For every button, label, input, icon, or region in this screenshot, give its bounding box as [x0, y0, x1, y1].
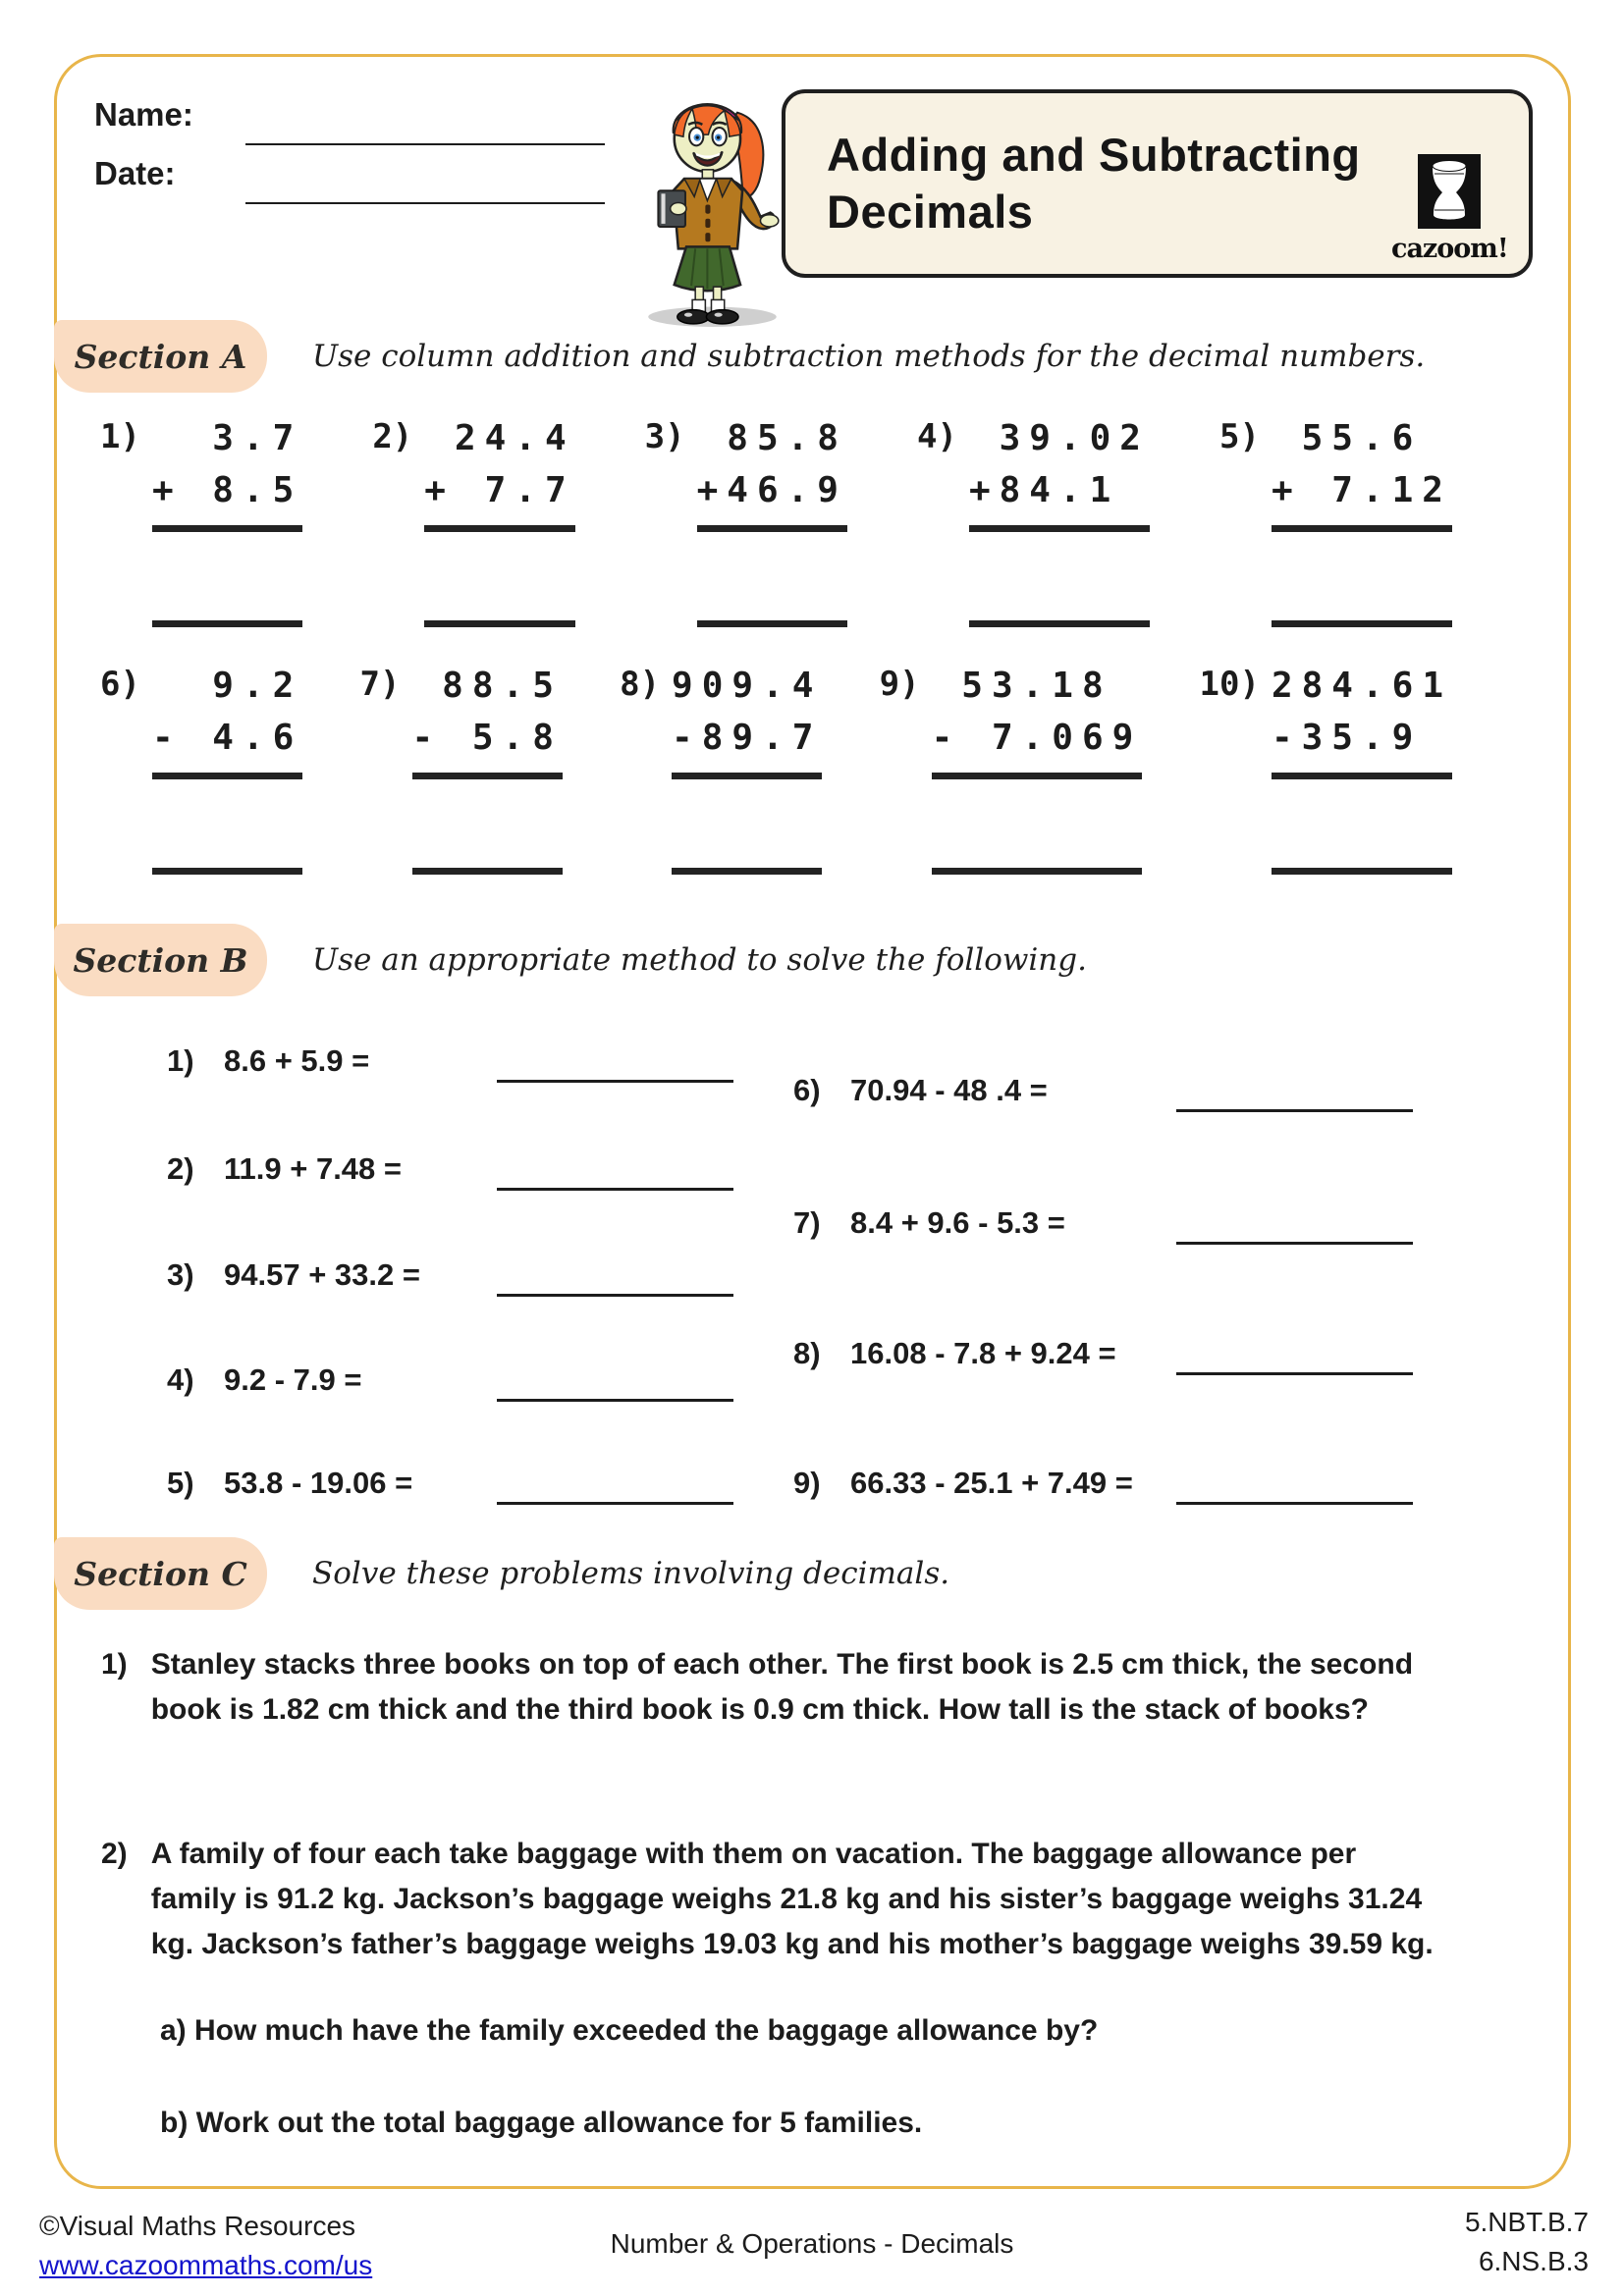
- answer-line: [412, 868, 563, 875]
- footer-standards: [1465, 2203, 1589, 2281]
- section-b-header: [54, 924, 1558, 996]
- problem-number: 7): [793, 1205, 821, 1240]
- operands: 9.2 - 4.6: [151, 666, 303, 758]
- problem-number: 8): [620, 665, 661, 704]
- answer-line: [1176, 1109, 1413, 1112]
- section-b-problems: [57, 1034, 1568, 1583]
- section-b-label: Section B: [54, 924, 267, 996]
- answer-line: [152, 620, 302, 627]
- operands: 284.61 -35.9: [1271, 666, 1452, 758]
- problem-number: 6): [100, 665, 140, 704]
- problem-number: 7): [359, 665, 401, 704]
- b-problem-3: [167, 1257, 420, 1293]
- date-write-line: [245, 202, 605, 204]
- answer-line: [497, 1502, 733, 1505]
- answer-line: [672, 868, 822, 875]
- expression: 9.2 - 7.9 =: [224, 1362, 362, 1397]
- problem-number: 4): [916, 417, 957, 456]
- b-problem-8: [793, 1336, 1116, 1371]
- column-work: [152, 660, 302, 875]
- problem-number: 1): [100, 417, 140, 456]
- b-problem-2: [167, 1151, 402, 1187]
- title-line-1: Adding and Subtracting: [827, 129, 1361, 181]
- column-problem-6: [100, 660, 302, 875]
- answer-line: [1176, 1502, 1413, 1505]
- column-work: [932, 660, 1143, 875]
- sum-line: [412, 773, 563, 779]
- column-work: [697, 412, 847, 627]
- column-problem-8: [620, 660, 822, 875]
- operands: 24.4 + 7.7: [424, 418, 575, 510]
- sum-line: [152, 773, 302, 779]
- problem-number: 10): [1199, 665, 1260, 704]
- problem-number: 2): [372, 417, 413, 456]
- expression: 53.8 - 19.06 =: [224, 1466, 413, 1500]
- operands: 53.18 - 7.069: [931, 666, 1143, 758]
- section-a-header: [54, 320, 1558, 393]
- problem-number: 9): [793, 1466, 821, 1500]
- operands: 909.4 -89.7: [672, 666, 823, 758]
- operands: 88.5 - 5.8: [411, 666, 563, 758]
- sum-line: [932, 773, 1143, 779]
- column-problem-2: [372, 412, 574, 627]
- sum-line: [672, 773, 822, 779]
- expression: 8.4 + 9.6 - 5.3 =: [850, 1205, 1065, 1240]
- c-problem-2b: b) Work out the total baggage allowance for 5 families.: [160, 2107, 923, 2139]
- answer-line: [1176, 1242, 1413, 1245]
- b-problem-7: [793, 1205, 1065, 1241]
- c-problem-2a: a) How much have the family exceeded the baggage allowance by?: [160, 2014, 1099, 2047]
- problem-number: 3): [167, 1257, 194, 1292]
- standard-code-1: 5.NBT.B.7: [1464, 2207, 1589, 2237]
- problem-number: 3): [644, 417, 685, 456]
- column-problem-7: [360, 660, 563, 875]
- section-c-label: Section C: [54, 1537, 267, 1610]
- expression: 94.57 + 33.2 =: [224, 1257, 420, 1292]
- expression: 66.33 - 25.1 + 7.49 =: [850, 1466, 1133, 1500]
- worksheet-title: [827, 127, 1361, 240]
- answer-line: [424, 620, 574, 627]
- sum-line: [152, 525, 302, 532]
- answer-line: [1176, 1372, 1413, 1375]
- b-problem-1: [167, 1043, 369, 1079]
- name-write-line: [245, 143, 605, 145]
- column-problem-10: [1200, 660, 1452, 875]
- answer-line: [152, 868, 302, 875]
- section-a-problems-row-1: [57, 412, 1568, 627]
- expression: 16.08 - 7.8 + 9.24 =: [850, 1336, 1116, 1370]
- answer-line: [497, 1399, 733, 1402]
- word-problem-text: Stanley stacks three books on top of each other. The first book is 2.5 cm thick, the second book is 1.82 cm thick and the third book is 0.9 cm thick. How tall is the stack of books?: [150, 1648, 1414, 1726]
- answer-line: [1272, 868, 1452, 875]
- problem-number: 6): [793, 1073, 821, 1107]
- cazoom-logo-text: cazoom!: [1391, 234, 1508, 264]
- column-work: [412, 660, 563, 875]
- answer-line: [969, 620, 1150, 627]
- section-c-instruction: Solve these problems involving decimals.: [312, 1556, 950, 1591]
- answer-line: [497, 1294, 733, 1297]
- date-label: Date:: [94, 155, 176, 191]
- b-problem-4: [167, 1362, 361, 1398]
- column-problem-4: [917, 412, 1150, 627]
- answer-line: [697, 620, 847, 627]
- section-b-instruction: Use an appropriate method to solve the following.: [312, 942, 1087, 978]
- problem-number: 1): [101, 1648, 128, 1681]
- sum-line: [1272, 525, 1452, 532]
- expression: 11.9 + 7.48 =: [224, 1151, 403, 1186]
- column-work: [424, 412, 574, 627]
- operands: 85.8 +46.9: [696, 418, 847, 510]
- section-a-problems-row-2: [57, 660, 1568, 875]
- worksheet-frame: [54, 54, 1571, 2189]
- name-label: Name:: [94, 96, 193, 133]
- section-c-header: [54, 1537, 1558, 1610]
- answer-line: [932, 868, 1143, 875]
- column-problem-1: [100, 412, 302, 627]
- cazoom-logo: [1391, 154, 1507, 264]
- column-problem-3: [645, 412, 847, 627]
- section-a-label: Section A: [54, 320, 267, 393]
- operands: 39.02 +84.1: [968, 418, 1150, 510]
- problem-number: 5): [1218, 417, 1260, 456]
- footer-topic: Number & Operations - Decimals: [610, 2228, 1014, 2259]
- problem-number: 4): [167, 1362, 194, 1397]
- problem-number: 8): [793, 1336, 821, 1370]
- answer-line: [1272, 620, 1452, 627]
- standard-code-2: 6.NS.B.3: [1478, 2246, 1589, 2276]
- column-work: [672, 660, 822, 875]
- problem-number: 5): [167, 1466, 194, 1500]
- answer-line: [497, 1080, 733, 1083]
- title-line-2: Decimals: [827, 186, 1034, 238]
- c-problem-2: [101, 1832, 1437, 1967]
- sum-line: [1272, 773, 1452, 779]
- column-problem-9: [880, 660, 1143, 875]
- column-work: [1272, 412, 1452, 627]
- sum-line: [969, 525, 1150, 532]
- sum-line: [697, 525, 847, 532]
- b-problem-5: [167, 1466, 412, 1501]
- operands: 3.7 + 8.5: [151, 418, 303, 510]
- answer-line: [497, 1188, 733, 1191]
- column-work: [152, 412, 302, 627]
- problem-number: 9): [879, 665, 920, 704]
- cazoom-website-link[interactable]: www.cazoommaths.com/us: [39, 2250, 373, 2280]
- sum-line: [424, 525, 574, 532]
- expression: 70.94 - 48 .4 =: [850, 1073, 1048, 1107]
- b-problem-6: [793, 1073, 1048, 1108]
- problem-number: 2): [167, 1151, 194, 1186]
- operands: 55.6 + 7.12: [1271, 418, 1452, 510]
- section-a-instruction: Use column addition and subtraction methods for the decimal numbers.: [312, 339, 1426, 374]
- word-problem-text: A family of four each take baggage with them on vacation. The baggage allowance per family is 91.2 kg. Jackson’s baggage weighs 21.8 kg and his sister’s baggage weighs 31.24 kg. Jackson’s father’s baggage weighs 19.03 kg and his mother’s baggage weighs 39.59 kg.: [150, 1838, 1434, 1960]
- problem-number: 2): [101, 1838, 128, 1870]
- column-work: [969, 412, 1150, 627]
- copyright-text: ©Visual Maths Resources: [39, 2211, 356, 2241]
- problem-number: 1): [167, 1043, 194, 1078]
- column-problem-5: [1219, 412, 1452, 627]
- djembe-drum-icon: [1418, 154, 1481, 229]
- column-work: [1272, 660, 1452, 875]
- b-problem-9: [793, 1466, 1133, 1501]
- c-problem-1: [101, 1642, 1437, 1733]
- title-box: [782, 89, 1533, 278]
- expression: 8.6 + 5.9 =: [224, 1043, 370, 1078]
